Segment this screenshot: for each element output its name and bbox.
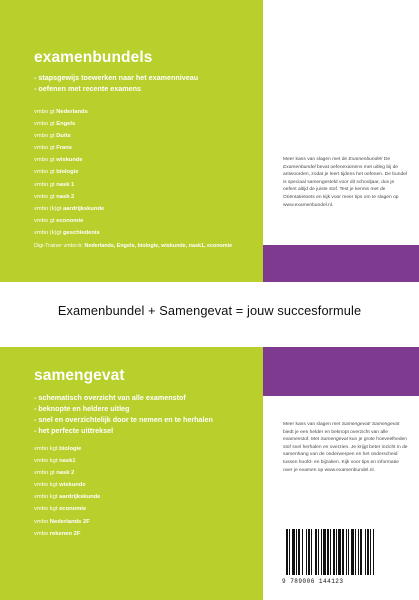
- product-level: vmbo (k)gt: [34, 205, 63, 212]
- product-subject: Duits: [56, 133, 71, 140]
- product-level: vmbo gt: [34, 193, 57, 200]
- examenbundels-feature-list: [34, 72, 198, 94]
- product-item: [34, 443, 100, 455]
- product-subject: biologie: [56, 169, 79, 176]
- product-item: [34, 191, 104, 203]
- examenbundels-product-list: [34, 106, 104, 239]
- product-item: [34, 142, 104, 154]
- barcode-bar: [342, 529, 344, 575]
- product-item: [34, 179, 104, 191]
- product-level: vmbo gt: [34, 169, 57, 176]
- examenbundels-title: examenbundels: [34, 49, 153, 66]
- product-subject: nask 2: [56, 470, 75, 477]
- product-subject: nask 1: [56, 181, 75, 188]
- product-subject: economie: [59, 506, 87, 513]
- barcode-bar: [360, 529, 362, 575]
- barcode-bar: [302, 529, 303, 575]
- product-level: vmbo kgt: [34, 506, 60, 513]
- product-subject: geschiedenis: [63, 229, 100, 236]
- product-level: vmbo gt: [34, 181, 57, 188]
- barcode-bar: [370, 529, 371, 575]
- barcode-bar: [311, 529, 312, 575]
- samengevat-title: samengevat: [34, 367, 125, 384]
- product-item: [34, 467, 100, 479]
- purple-accent-block-top: [263, 245, 419, 282]
- barcode-bar: [315, 529, 317, 575]
- feature-item: - het perfecte uittreksel: [34, 426, 114, 435]
- product-item: [34, 106, 104, 118]
- examenbundels-info-panel: [263, 0, 419, 282]
- barcode-icon: [282, 527, 412, 577]
- product-subject: Nederlands 2F: [49, 518, 90, 525]
- feature-item: - oefenen met recente examens: [34, 84, 142, 93]
- barcode-bar: [336, 529, 337, 575]
- samengevat-description: Meer kans van slagen met Samengevat! Samengevat biedt je een helder en beknopt overzicht van alle examenstof. Met Samengevat kun je grote hoeveelheden stof snel herhalen en overzien. Je krijgt beter inzicht in de samenhang van de onderwerpen en het onderscheid tussen hoofd- en bijzaken. Kijk voor tips en informatie over je examen op www.examenbundel.nl.: [283, 422, 408, 473]
- product-level: vmbo gt: [34, 217, 57, 224]
- product-level: vmbo kgt: [34, 494, 60, 501]
- product-level: vmbo gt: [34, 157, 57, 164]
- product-subject: aardrijkskunde: [59, 494, 101, 501]
- feature-item: - snel en overzichtelijk door te nemen en te herhalen: [34, 415, 213, 424]
- product-item: [34, 528, 100, 540]
- product-subject: rekenen 2F: [49, 530, 81, 537]
- product-level: vmbo kgt: [34, 458, 60, 465]
- product-subject: Engels: [56, 121, 76, 128]
- feature-item: - schematisch overzicht van alle examenstof: [34, 393, 186, 402]
- purple-accent-block-bottom: [263, 347, 419, 396]
- product-item: [34, 227, 104, 239]
- isbn-number: 9 789006 144123: [282, 578, 344, 585]
- barcode-bar: [306, 529, 307, 575]
- barcode-bar: [351, 529, 354, 575]
- product-level: vmbo (k)gt: [34, 229, 63, 236]
- product-item: [34, 118, 104, 130]
- barcode-bar: [348, 529, 349, 575]
- product-item: [34, 215, 104, 227]
- product-level: vmbo: [34, 518, 50, 525]
- barcode-bar: [330, 529, 331, 575]
- product-level: vmbo gt: [34, 145, 57, 152]
- samengevat-product-list: [34, 443, 100, 540]
- product-subject: Nederlands: [56, 109, 88, 115]
- barcode-bar: [296, 529, 297, 575]
- product-item: [34, 154, 104, 166]
- product-item: [34, 203, 104, 215]
- barcode-bar: [367, 529, 369, 575]
- product-subject: Frans: [56, 145, 73, 152]
- feature-item: - stapsgewijs toewerken naar het examenniveau: [34, 73, 199, 82]
- barcode-bar: [358, 529, 359, 575]
- barcode-bar: [346, 529, 347, 575]
- product-item: [34, 479, 100, 491]
- product-item: [34, 455, 100, 467]
- product-level: vmbo gt: [34, 121, 57, 128]
- examenbundel-description: Meer kans van slagen met de Examenbundel! De Examenbundel bevat oefenexamens met uitleg bij de antwoorden, zodat je leert tijdens het oefenen. De bundel is speciaal samengesteld voor dit schooljaar, dus je oefent altijd de juiste stof. Test je kennis met de Oriëntatietoets en kijk voor meer tips om te slagen op www.examenbundel.nl.: [283, 157, 407, 208]
- digi-trainer-subjects: Nederlands, Engels, biologie, wiskunde, nask1, economie: [84, 243, 233, 249]
- product-level: vmbo: [34, 530, 50, 537]
- barcode-bar: [289, 529, 290, 575]
- barcode-bar: [298, 529, 300, 575]
- product-subject: biologie: [59, 446, 82, 452]
- barcode-bar: [292, 529, 295, 575]
- samengevat-feature-list: [34, 392, 213, 436]
- barcode-bar: [338, 529, 341, 575]
- feature-item: - beknopte en heldere uitleg: [34, 404, 130, 413]
- product-level: vmbo gt: [34, 470, 57, 477]
- barcode-bar: [308, 529, 310, 575]
- barcode-bar: [318, 529, 319, 575]
- product-subject: aardrijkskunde: [63, 205, 105, 212]
- digi-trainer-prefix: Digi-Trainer vmbo-b:: [34, 243, 85, 249]
- barcode-bar: [365, 529, 366, 575]
- barcode-bar: [323, 529, 326, 575]
- product-item: [34, 491, 100, 503]
- product-subject: nask1: [59, 458, 76, 465]
- barcode-bar: [333, 529, 335, 575]
- product-level: vmbo gt: [34, 109, 57, 115]
- digi-trainer-line: [34, 243, 232, 249]
- product-level: vmbo kgt: [34, 482, 60, 489]
- product-item: [34, 503, 100, 515]
- product-level: vmbo gt: [34, 133, 57, 140]
- product-subject: nask 2: [56, 193, 75, 200]
- product-subject: economie: [56, 217, 84, 224]
- product-subject: wiskunde: [56, 157, 83, 164]
- product-subject: wiskunde: [59, 482, 86, 489]
- barcode-bar: [286, 529, 288, 575]
- barcode-bar: [373, 529, 374, 575]
- barcode-bar: [355, 529, 356, 575]
- barcode-bar: [327, 529, 329, 575]
- product-item: [34, 166, 104, 178]
- product-item: [34, 516, 100, 528]
- product-item: [34, 130, 104, 142]
- barcode-graphic: [282, 527, 412, 577]
- succesformule-heading: Examenbundel + Samengevat = jouw succesformule: [57, 303, 362, 318]
- barcode-bar: [321, 529, 322, 575]
- product-level: vmbo kgt: [34, 446, 60, 452]
